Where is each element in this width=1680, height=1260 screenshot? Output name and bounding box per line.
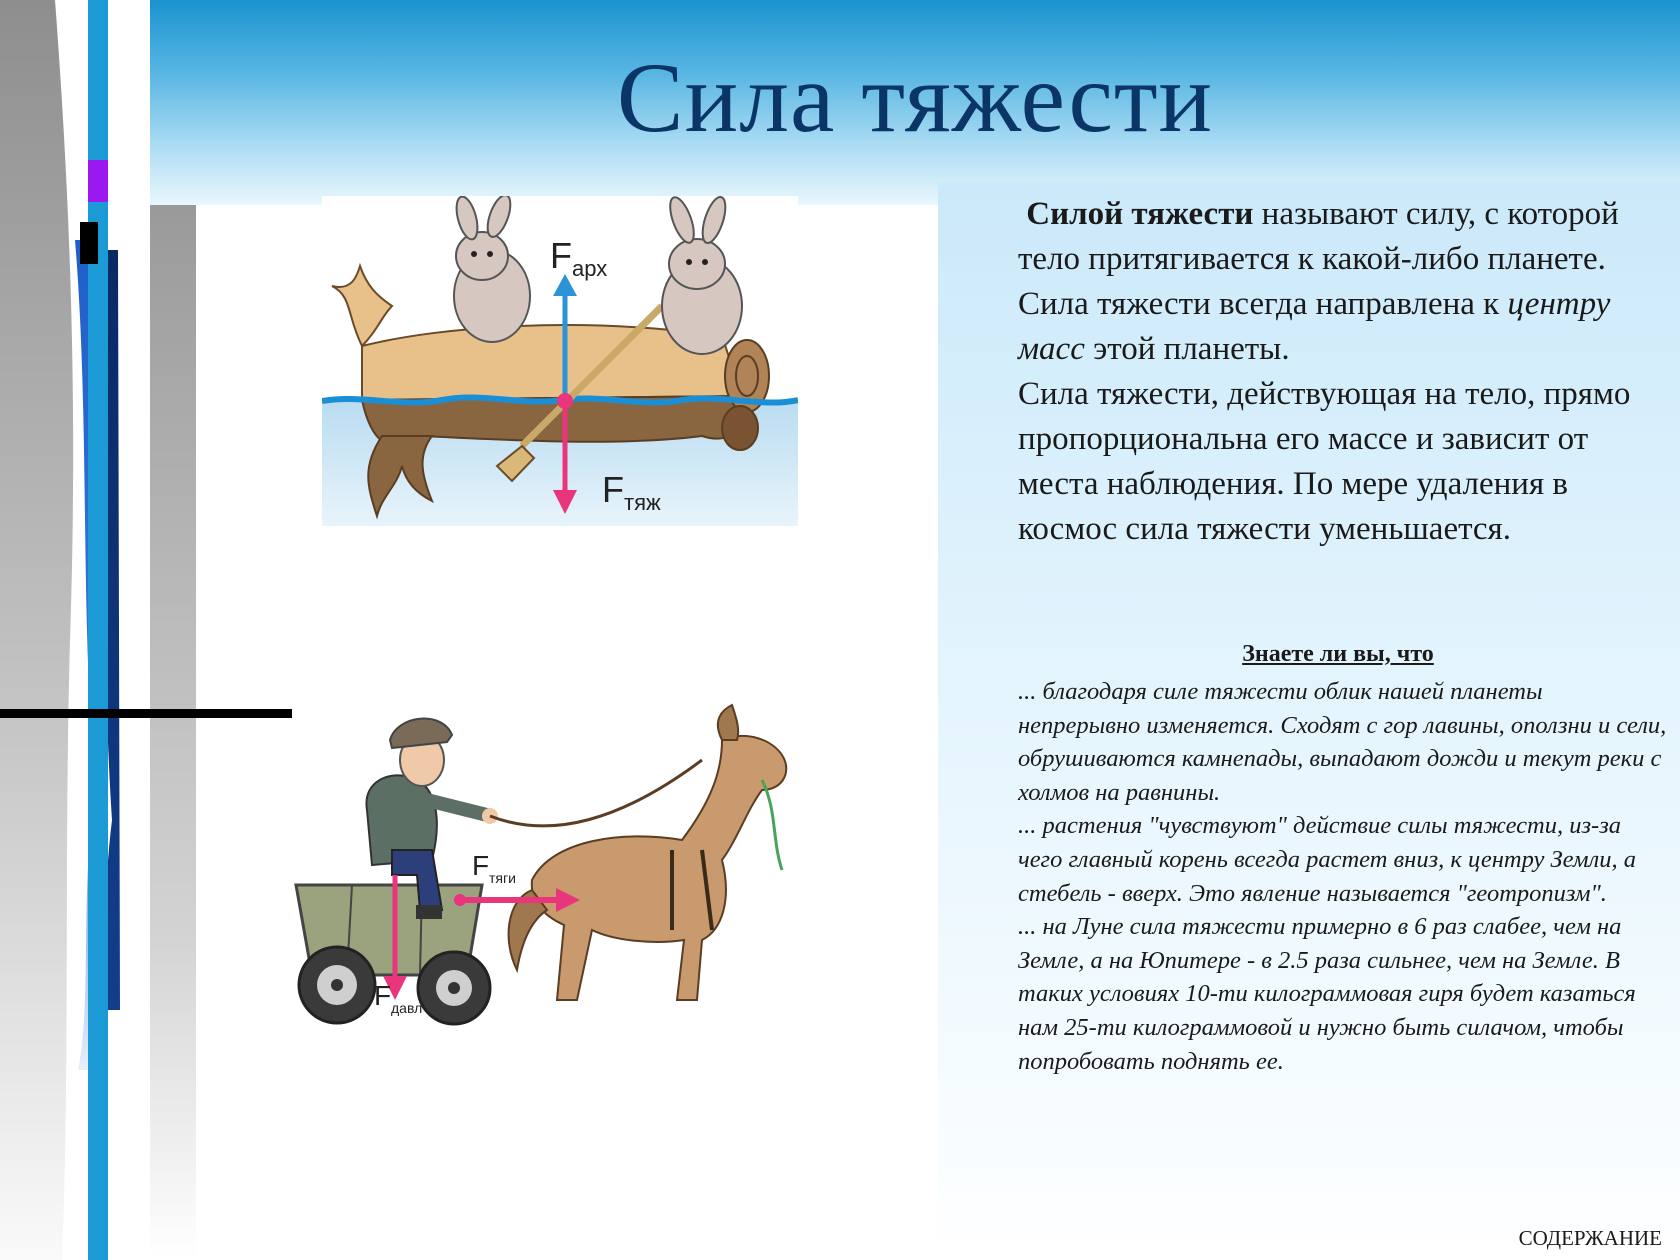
- fact-item: ... на Луне сила тяжести примерно в 6 раз слабее, чем на Земле, а на Юпитере - в 2.5 раза сильнее, чем на Земле. В таких условиях 10-ти килограммовая гиря будет казаться нам 25-ти килограммовой и нужно быть силачом, чтобы попробовать поднять ее.: [1018, 913, 1636, 1075]
- definition-text: [1018, 192, 1658, 552]
- force-up-subscript: арх: [572, 256, 608, 281]
- force-pull-letter: F: [472, 850, 490, 881]
- definition-paragraph2: Сила тяжести, действующая на тело, прямо пропорциональна его массе и зависит от места наблюдения. По мере удаления в космос сила тяжести уменьшается.: [1018, 376, 1631, 547]
- boat-illustration: [322, 196, 798, 526]
- contents-link[interactable]: СОДЕРЖАНИЕ: [1518, 1226, 1662, 1250]
- definition-part2: этой планеты.: [1084, 331, 1290, 367]
- force-down-subscript: тяж: [624, 490, 661, 515]
- force-press-letter: F: [374, 980, 392, 1011]
- force-pull-subscript: тяги: [489, 870, 516, 886]
- fact-item: ... благодаря силе тяжести облик нашей планеты непрерывно изменяется. Сходят с гор лавины, оползни и сели, обрушиваются камнепады, выпадают дожди и текут реки с холмов на равнины.: [1018, 678, 1667, 806]
- facts-heading: Знаете ли вы, что: [1242, 641, 1434, 667]
- definition-italic: центру масс: [1018, 286, 1611, 367]
- force-up-letter: F: [550, 235, 572, 276]
- definition-part1: называют силу, с которой тело притягивается к какой-либо планете. Сила тяжести всегда направлена к: [1018, 196, 1619, 322]
- fact-item: ... растения "чувствуют" действие силы тяжести, из-за чего главный корень всегда растет вниз, к центру Земли, а стебель - вверх. Это явление называется "геотропизм".: [1018, 812, 1636, 907]
- force-down-letter: F: [602, 469, 624, 510]
- definition-term: Силой тяжести: [1026, 196, 1254, 232]
- force-press-subscript: давл: [391, 1000, 423, 1016]
- slide-title: Сила тяжести: [616, 42, 1214, 153]
- cart-illustration: [292, 700, 798, 1040]
- facts-list: [1018, 675, 1668, 1078]
